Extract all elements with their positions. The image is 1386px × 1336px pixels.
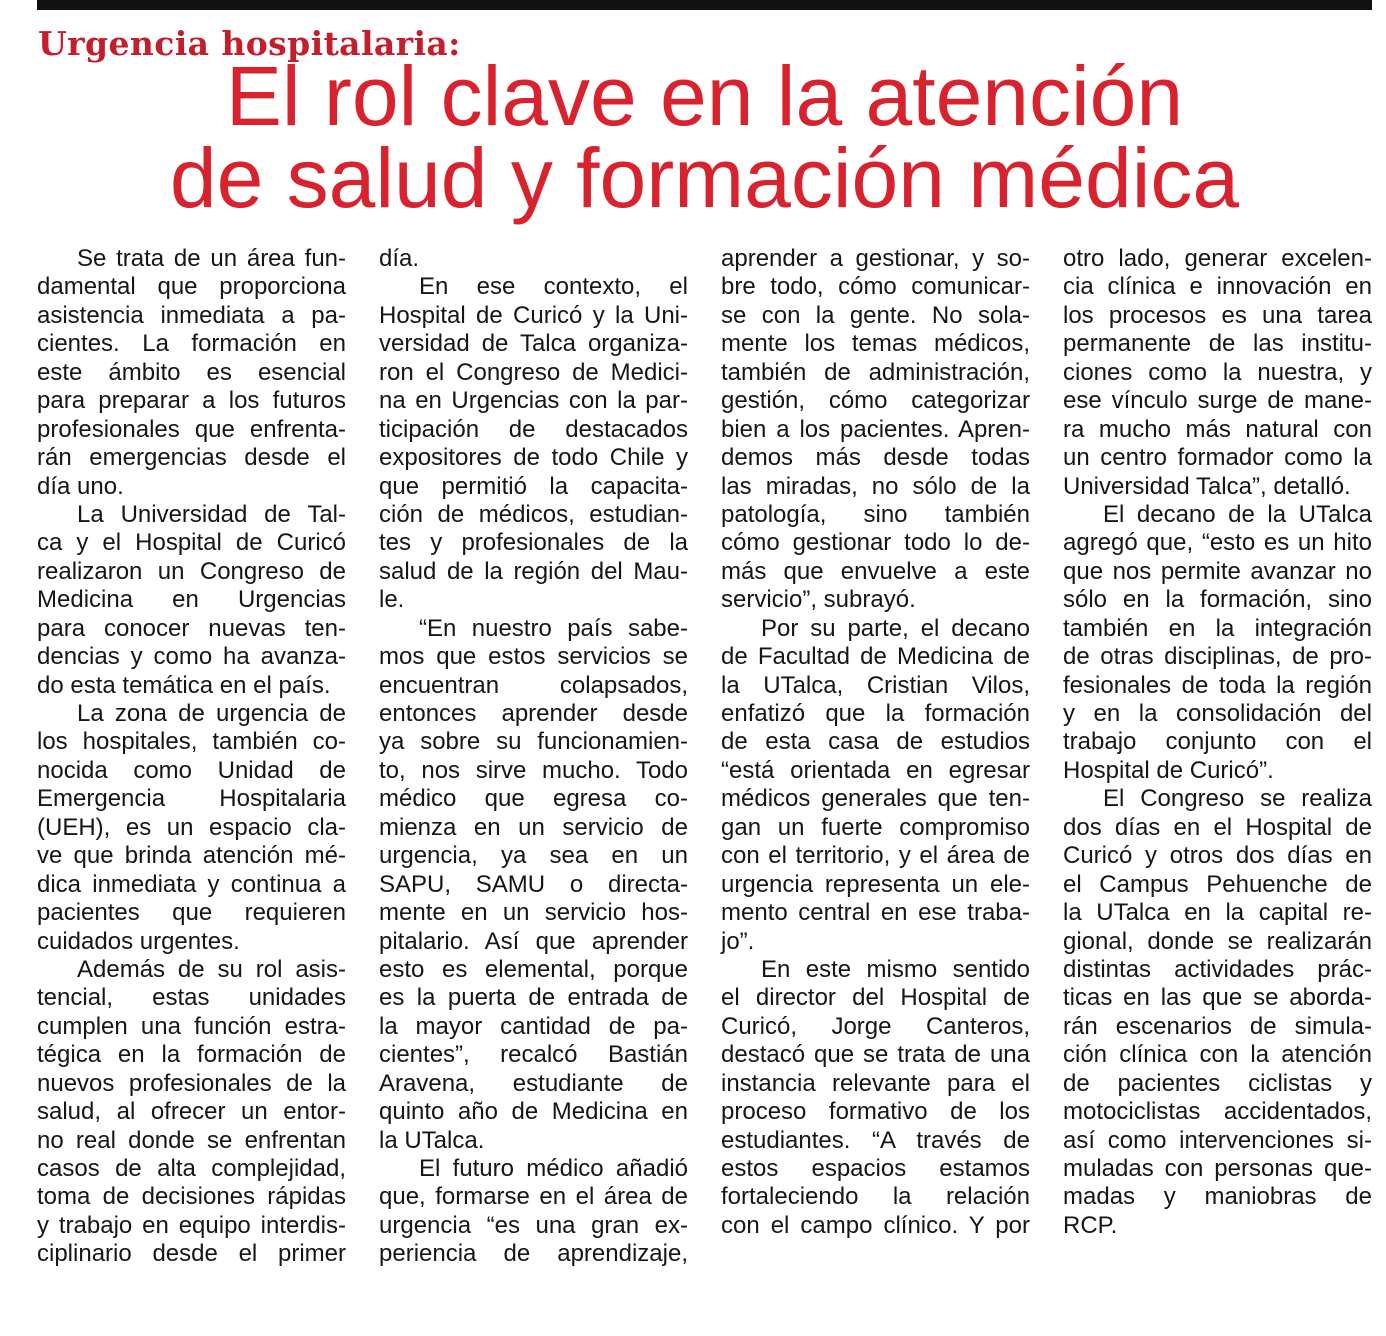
kicker: Urgencia hospitalaria: bbox=[38, 24, 461, 63]
text-line: y en la consolidación del bbox=[1063, 700, 1372, 727]
text-line: Además de su rol asis- bbox=[77, 955, 346, 983]
headline-line: de salud y formación médica bbox=[169, 131, 1240, 225]
paragraph bbox=[379, 245, 688, 273]
text-line: proceso formativo de los bbox=[721, 1098, 1030, 1126]
text-line: asistencia inmediata a pa- bbox=[37, 301, 346, 329]
headline bbox=[37, 49, 1372, 225]
text-line: madas y maniobras de bbox=[1063, 1183, 1372, 1211]
text-line: patología, sino también bbox=[721, 500, 1030, 528]
headline-line: El rol clave en la atención bbox=[225, 49, 1184, 143]
text-line: damental que proporciona bbox=[37, 273, 346, 301]
text-line: ción de médicos, estudian- bbox=[379, 500, 688, 528]
text-line: tes y profesionales de la bbox=[379, 529, 688, 557]
text-line: enfatizó que la formación bbox=[721, 700, 1030, 727]
text-line: mente en un servicio hos- bbox=[379, 899, 688, 927]
paragraph bbox=[37, 501, 346, 700]
text-line: cia clínica e innovación en bbox=[1063, 273, 1372, 301]
text-line: gan un fuerte compromiso bbox=[721, 813, 1030, 841]
text-line: expositores de todo Chile y bbox=[379, 444, 688, 472]
text-line: permanente de las institu- bbox=[1063, 330, 1372, 358]
text-line: dencias y como ha avanza- bbox=[37, 643, 346, 671]
text-line: se con la gente. No sola- bbox=[721, 301, 1030, 329]
text-line: cientes”, recalcó Bastián bbox=[379, 1041, 688, 1069]
text-line: En este mismo sentido bbox=[761, 955, 1030, 983]
text-line: La Universidad de Tal- bbox=[77, 500, 346, 528]
text-line: ciplinario desde el primer bbox=[37, 1240, 346, 1268]
text-line: tégica en la formación de bbox=[37, 1041, 346, 1069]
text-line: es la puerta de entrada de bbox=[379, 984, 688, 1012]
text-line: ticas en las que se aborda- bbox=[1063, 984, 1372, 1012]
text-line: periencia de aprendizaje, bbox=[379, 1240, 688, 1268]
text-line: SAPU, SAMU o directa- bbox=[379, 870, 688, 898]
text-line: bien a los pacientes. Apren- bbox=[721, 415, 1030, 443]
article-column-2 bbox=[379, 245, 688, 1269]
text-line: destacó que se trata de una bbox=[721, 1041, 1030, 1069]
text-line: quinto año de Medicina en bbox=[379, 1098, 688, 1126]
text-line: cuidados urgentes. bbox=[37, 927, 240, 955]
text-line: motociclistas accidentados, bbox=[1063, 1098, 1372, 1126]
text-line: así como intervenciones si- bbox=[1063, 1126, 1372, 1154]
text-line: servicio”, subrayó. bbox=[721, 586, 916, 614]
text-line: dos días en el Hospital de bbox=[1063, 813, 1372, 841]
text-line: casos de alta complejidad, bbox=[37, 1155, 346, 1182]
article-column-4 bbox=[1063, 245, 1372, 1240]
text-line: cómo gestionar todo lo de- bbox=[721, 529, 1030, 557]
text-line: encuentran colapsados, bbox=[379, 671, 688, 699]
text-line: ya sobre su funcionamien- bbox=[379, 728, 688, 756]
text-line: na en Urgencias con la par- bbox=[379, 387, 688, 415]
text-line: para preparar a los futuros bbox=[37, 387, 346, 415]
text-line: médicos generales que ten- bbox=[721, 785, 1030, 813]
text-line: también de administración, bbox=[721, 358, 1030, 386]
text-line: ca y el Hospital de Curicó bbox=[37, 529, 346, 557]
paragraph bbox=[1063, 785, 1372, 1240]
text-line: cientes. La formación en bbox=[37, 330, 346, 358]
text-line: mos que estos servicios se bbox=[379, 643, 688, 671]
text-line: “En nuestro país sabe- bbox=[419, 614, 688, 642]
text-line: que permitió la capacita- bbox=[379, 472, 688, 500]
text-line: distintas actividades prác- bbox=[1063, 955, 1372, 983]
text-line: de Facultad de Medicina de bbox=[721, 643, 1030, 671]
text-line: La zona de urgencia de bbox=[77, 700, 346, 727]
text-line: Curicó y otros dos días en bbox=[1063, 842, 1372, 870]
text-line: con el territorio, y el área de bbox=[721, 842, 1030, 870]
text-line: Medicina en Urgencias bbox=[37, 586, 346, 614]
text-line: la UTalca. bbox=[379, 1126, 485, 1154]
text-line: esto es elemental, porque bbox=[379, 955, 688, 983]
text-line: ción clínica con la atención bbox=[1063, 1041, 1372, 1069]
text-line: médico que egresa co- bbox=[379, 785, 688, 813]
paragraph bbox=[379, 273, 688, 614]
text-line: “está orientada en egresar bbox=[721, 756, 1030, 784]
text-line: En ese contexto, el bbox=[419, 273, 688, 301]
text-line: urgencia, ya sea en un bbox=[379, 842, 688, 870]
text-line: la UTalca, Cristian Vilos, bbox=[721, 671, 1030, 699]
text-line: y trabajo en equipo interdis- bbox=[37, 1211, 346, 1239]
text-line: otro lado, generar excelen- bbox=[1063, 245, 1372, 272]
paragraph bbox=[721, 956, 1030, 1240]
text-line: el director del Hospital de bbox=[721, 984, 1030, 1012]
text-line: mento central en ese traba- bbox=[721, 899, 1030, 927]
text-line: de pacientes ciclistas y bbox=[1063, 1069, 1372, 1097]
text-line: urgencia representa un ele- bbox=[721, 870, 1030, 898]
text-line: mienza en un servicio de bbox=[379, 813, 688, 841]
text-line: dica inmediata y continua a bbox=[37, 870, 346, 898]
text-line: las miradas, no sólo de la bbox=[721, 472, 1030, 500]
text-line: le. bbox=[379, 586, 405, 614]
text-line: más que envuelve a este bbox=[721, 557, 1030, 585]
text-line: urgencia “es una gran ex- bbox=[379, 1211, 688, 1239]
text-line: un centro formador como la bbox=[1063, 444, 1372, 472]
text-line: do esta temática en el país. bbox=[37, 671, 331, 699]
text-line: gestión, cómo categorizar bbox=[721, 387, 1030, 415]
paragraph bbox=[1063, 501, 1372, 785]
text-line: gional, donde se realizarán bbox=[1063, 927, 1372, 955]
paragraph bbox=[1063, 245, 1372, 501]
text-line: este ámbito es esencial bbox=[37, 358, 346, 386]
text-line: cumplen una función estra- bbox=[37, 1012, 346, 1040]
text-line: el Campus Pehuenche de bbox=[1063, 870, 1372, 898]
text-line: salud de la región del Mau- bbox=[379, 557, 688, 585]
text-line: El futuro médico añadió bbox=[419, 1155, 688, 1182]
text-line: Universidad Talca”, detalló. bbox=[1063, 472, 1351, 500]
text-line: pitalario. Así que aprender bbox=[379, 927, 688, 955]
text-line: demos más desde todas bbox=[721, 444, 1030, 472]
text-line: profesionales que enfrenta- bbox=[37, 415, 346, 443]
text-line: ra mucho más natural con bbox=[1063, 415, 1372, 443]
text-line: no real donde se enfrentan bbox=[37, 1126, 346, 1154]
text-line: RCP. bbox=[1063, 1211, 1118, 1239]
text-line: nocida como Unidad de bbox=[37, 756, 346, 784]
text-line: nuevos profesionales de la bbox=[37, 1069, 346, 1097]
text-line: pacientes que requieren bbox=[37, 899, 346, 927]
text-line: aprender a gestionar, y so- bbox=[721, 245, 1030, 272]
text-line: El decano de la UTalca bbox=[1103, 500, 1372, 528]
paragraph bbox=[37, 700, 346, 956]
text-line: salud, al ofrecer un entor- bbox=[37, 1098, 346, 1126]
text-line: mente los temas médicos, bbox=[721, 330, 1030, 358]
text-line: Se trata de un área fun- bbox=[77, 245, 346, 272]
text-line: los hospitales, también co- bbox=[37, 728, 346, 756]
text-line: to, nos sirve mucho. Todo bbox=[379, 756, 688, 784]
paragraph bbox=[37, 245, 346, 501]
paragraph bbox=[721, 245, 1030, 615]
paragraph bbox=[721, 615, 1030, 956]
text-line: Aravena, estudiante de bbox=[379, 1069, 688, 1097]
text-line: que nos permite avanzar no bbox=[1063, 557, 1372, 585]
text-line: entonces aprender desde bbox=[379, 700, 688, 727]
text-line: ticipación de destacados bbox=[379, 415, 688, 443]
text-line: también en la integración bbox=[1063, 614, 1372, 642]
text-line: fortaleciendo la relación bbox=[721, 1183, 1030, 1211]
article-column-3 bbox=[721, 245, 1030, 1240]
text-line: fesionales de toda la región bbox=[1063, 671, 1372, 699]
text-line: con el campo clínico. Y por bbox=[721, 1211, 1030, 1239]
text-line: que, formarse en el área de bbox=[379, 1183, 688, 1211]
top-rule bbox=[37, 0, 1372, 10]
text-line: de otras disciplinas, de pro- bbox=[1063, 643, 1372, 671]
text-line: estos espacios estamos bbox=[721, 1155, 1030, 1182]
text-line: Curicó, Jorge Canteros, bbox=[721, 1012, 1030, 1040]
text-line: de esta casa de estudios bbox=[721, 728, 1030, 756]
text-line: muladas con personas que- bbox=[1063, 1155, 1372, 1182]
text-line: rán emergencias desde el bbox=[37, 444, 346, 472]
text-line: Por su parte, el decano bbox=[761, 614, 1030, 642]
text-line: (UEH), es un espacio cla- bbox=[37, 813, 346, 841]
text-line: Hospital de Curicó”. bbox=[1063, 756, 1274, 784]
text-line: ron el Congreso de Medici- bbox=[379, 358, 688, 386]
paragraph bbox=[37, 956, 346, 1269]
text-line: para conocer nuevas ten- bbox=[37, 614, 346, 642]
text-line: instancia relevante para el bbox=[721, 1069, 1030, 1097]
text-line: día uno. bbox=[37, 472, 124, 500]
text-line: agregó que, “esto es un hito bbox=[1063, 529, 1372, 557]
text-line: toma de decisiones rápidas bbox=[37, 1183, 346, 1211]
text-line: versidad de Talca organiza- bbox=[379, 330, 688, 358]
text-line: Emergencia Hospitalaria bbox=[37, 785, 346, 813]
text-line: bre todo, cómo comunicar- bbox=[721, 273, 1030, 301]
text-line: ve que brinda atención mé- bbox=[37, 842, 346, 870]
text-line: trabajo conjunto con el bbox=[1063, 728, 1372, 756]
article-column-1 bbox=[37, 245, 346, 1269]
text-line: Hospital de Curicó y la Uni- bbox=[379, 301, 688, 329]
text-line: jo”. bbox=[721, 927, 755, 955]
text-line: rán escenarios de simula- bbox=[1063, 1012, 1372, 1040]
text-line: El Congreso se realiza bbox=[1103, 785, 1372, 813]
text-line: la UTalca en la capital re- bbox=[1063, 899, 1372, 927]
paragraph bbox=[379, 1155, 688, 1269]
text-line: la mayor cantidad de pa- bbox=[379, 1012, 688, 1040]
text-line: tencial, estas unidades bbox=[37, 984, 346, 1012]
text-line: día. bbox=[379, 245, 420, 272]
text-line: sólo en la formación, sino bbox=[1063, 586, 1372, 614]
text-line: ese vínculo surge de mane- bbox=[1063, 387, 1372, 415]
paragraph bbox=[379, 615, 688, 1155]
text-line: realizaron un Congreso de bbox=[37, 557, 346, 585]
text-line: estudiantes. “A través de bbox=[721, 1126, 1030, 1154]
text-line: los procesos es una tarea bbox=[1063, 301, 1372, 329]
text-line: ciones como la nuestra, y bbox=[1063, 358, 1372, 386]
